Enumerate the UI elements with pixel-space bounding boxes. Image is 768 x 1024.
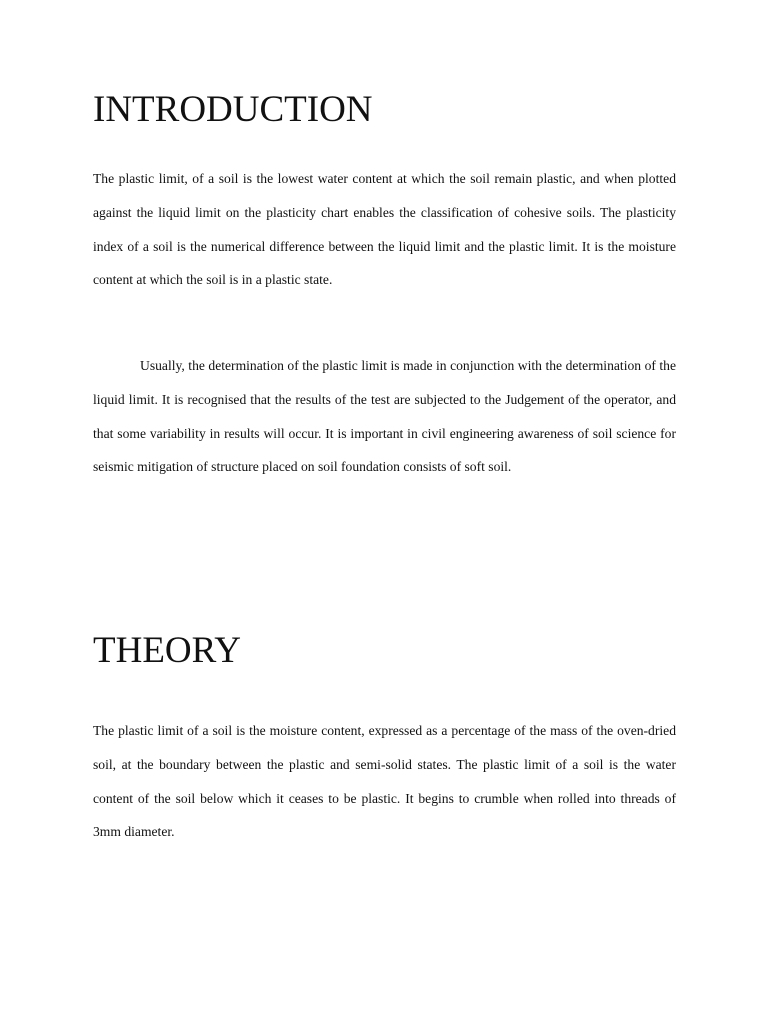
theory-heading: THEORY — [93, 630, 241, 671]
document-page — [93, 0, 676, 1024]
introduction-heading: INTRODUCTION — [93, 89, 373, 130]
introduction-paragraph-1: The plastic limit, of a soil is the lowest water content at which the soil remain plastic, and when plotted against the liquid limit on the plasticity chart enables the classification of cohesive soils. The plasticity index of a soil is the numerical difference between the liquid limit and the plastic limit. It is the moisture content at which the soil is in a plastic state. — [93, 171, 676, 288]
introduction-paragraph-2: Usually, the determination of the plastic limit is made in conjunction with the determination of the liquid limit. It is recognised that the results of the test are subjected to the Judgement of the operator, and that some variability in results will occur. It is important in civil engineering awareness of soil science for seismic mitigation of structure placed on soil foundation consists of soft soil. — [93, 358, 676, 475]
theory-paragraph-1: The plastic limit of a soil is the moisture content, expressed as a percentage of the mass of the oven-dried soil, at the boundary between the plastic and semi-solid states. The plastic limit of a soil is the water content of the soil below which it ceases to be plastic. It begins to crumble when rolled into threads of 3mm diameter. — [93, 723, 676, 840]
